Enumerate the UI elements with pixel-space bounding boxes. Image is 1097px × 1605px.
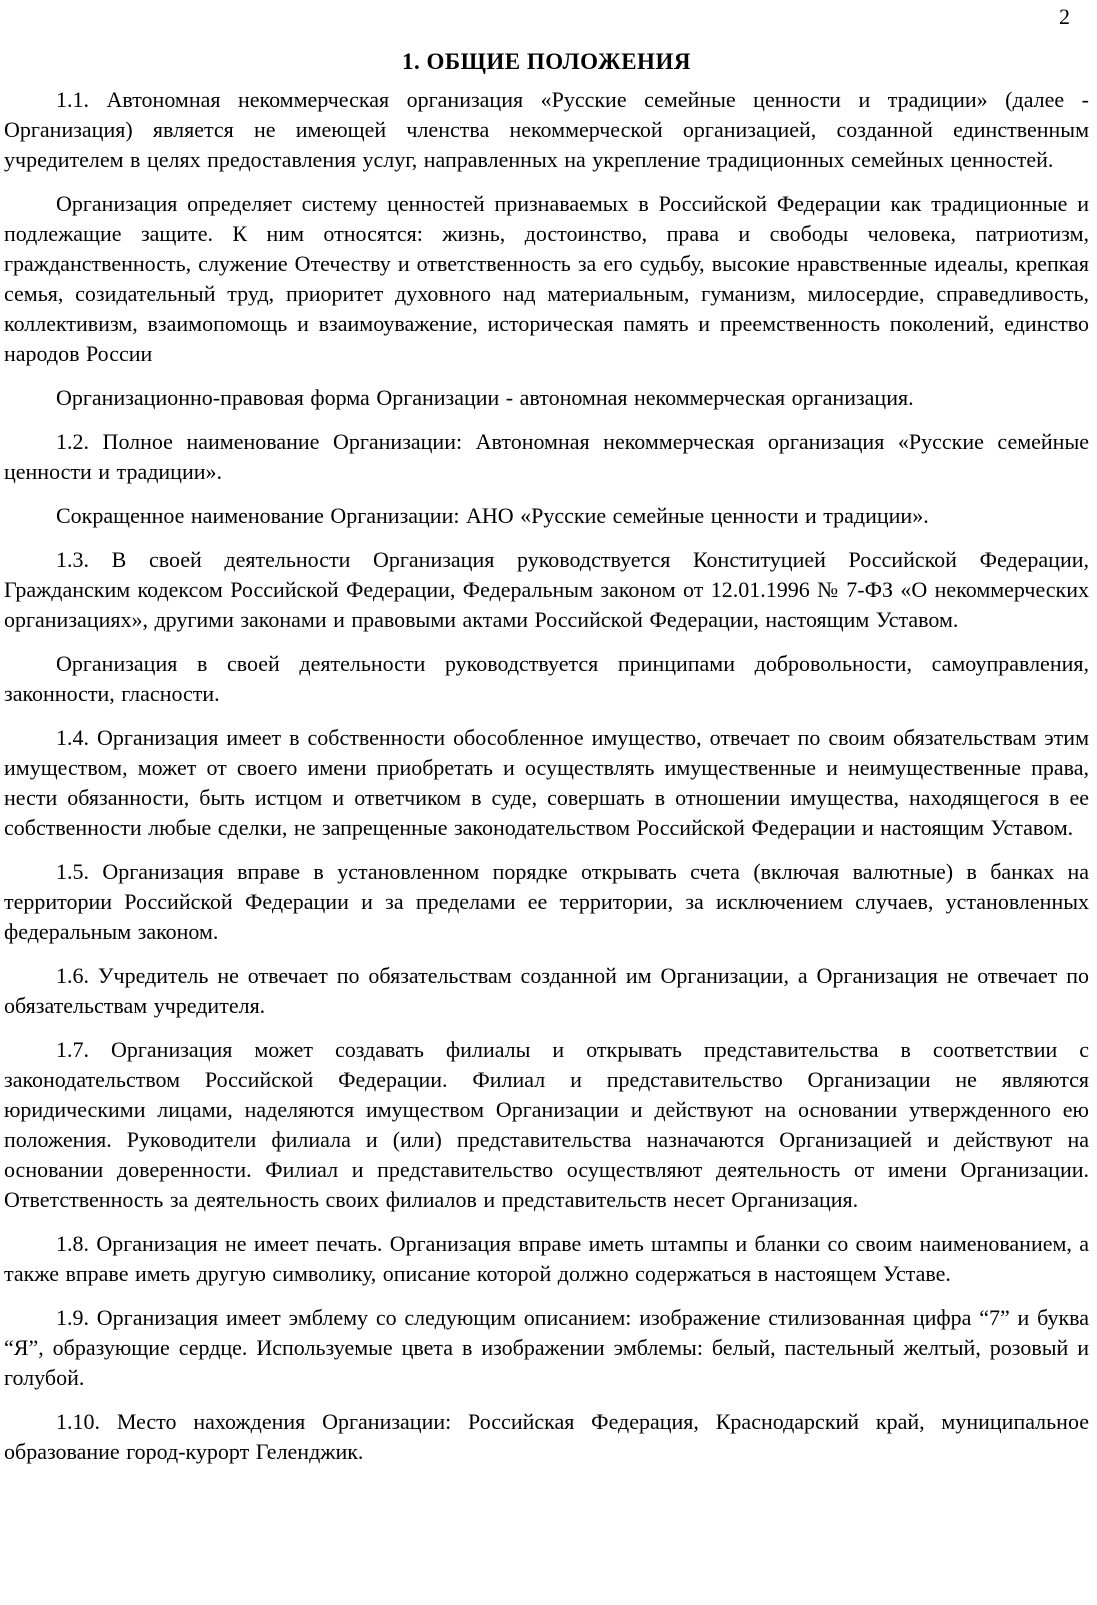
paragraph-short-name: Сокращенное наименование Организации: АНО «Русские семейные ценности и традиции». xyxy=(56,503,929,528)
clause-1-5: 1.5. Организация вправе в установленном порядке открывать счета (включая валютные) в банках на территории Российской Федерации и за пределами ее территории, за исключением случаев, установленных федеральным законом. xyxy=(4,859,1089,944)
paragraph-legal-form: Организационно-правовая форма Организации - автономная некоммерческая организация. xyxy=(56,385,914,410)
paragraph-principles: Организация в своей деятельности руководствуется принципами добровольности, самоуправления, законности, гласности. xyxy=(4,651,1089,706)
section-title: 1. ОБЩИЕ ПОЛОЖЕНИЯ xyxy=(402,49,691,74)
clause-1-10: 1.10. Место нахождения Организации: Российская Федерация, Краснодарский край, муниципальное образование город-курорт Геленджик. xyxy=(4,1409,1089,1464)
clause-1-8: 1.8. Организация не имеет печать. Организация вправе иметь штампы и бланки со своим наименованием, а также вправе иметь другую символику, описание которой должно содержаться в настоящем Уставе. xyxy=(4,1231,1089,1286)
page-number: 2 xyxy=(1059,4,1070,29)
clause-1-7: 1.7. Организация может создавать филиалы и открывать представительства в соответствии с законодательством Российской Федерации. Филиал и представительство Организации не являются юридическими лицами, наделяются имуществом Организации и действуют на основании утвержденного ею положения. Руководители филиала и (или) представительства назначаются Организацией и действуют на основании доверенности. Филиал и представительство осуществляют деятельность от имени Организации. Ответственность за деятельность своих филиалов и представительств несет Организация. xyxy=(4,1037,1089,1212)
clause-1-3: 1.3. В своей деятельности Организация руководствуется Конституцией Российской Федерации, Гражданским кодексом Российской Федерации, Федеральным законом от 12.01.1996 № 7-ФЗ «О некоммерческих организациях», другими законами и правовыми актами Российской Федерации, настоящим Уставом. xyxy=(4,547,1089,632)
clause-1-4: 1.4. Организация имеет в собственности обособленное имущество, отвечает по своим обязательствам этим имуществом, может от своего имени приобретать и осуществлять имущественные и неимущественные права, нести обязанности, быть истцом и ответчиком в суде, совершать в отношении имущества, находящегося в ее собственности любые сделки, не запрещенные законодательством Российской Федерации и настоящим Уставом. xyxy=(4,725,1089,840)
clause-1-1: 1.1. Автономная некоммерческая организация «Русские семейные ценности и традиции» (далее - Организация) является не имеющей членства некоммерческой организацией, созданной единственным учредителем в целях предоставления услуг, направленных на укрепление традиционных семейных ценностей. xyxy=(4,87,1089,172)
paragraph-values-list: Организация определяет систему ценностей признаваемых в Российской Федерации как традиционные и подлежащие защите. К ним относятся: жизнь, достоинство, права и свободы человека, патриотизм, гражданственность, служение Отечеству и ответственность за его судьбу, высокие нравственные идеалы, крепкая семья, созидательный труд, приоритет духовного над материальным, гуманизм, милосердие, справедливость, коллективизм, взаимопомощь и взаимоуважение, историческая память и преемственность поколений, единство народов России xyxy=(4,191,1089,366)
clause-1-2: 1.2. Полное наименование Организации: Автономная некоммерческая организация «Русские семейные ценности и традиции». xyxy=(4,429,1089,484)
clause-1-9: 1.9. Организация имеет эмблему со следующим описанием: изображение стилизованная цифра “7” и буква “Я”, образующие сердце. Используемые цвета в изображении эмблемы: белый, пастельный желтый, розовый и голубой. xyxy=(4,1305,1089,1390)
clause-1-6: 1.6. Учредитель не отвечает по обязательствам созданной им Организации, а Организация не отвечает по обязательствам учредителя. xyxy=(4,963,1089,1018)
document-body xyxy=(4,85,1089,1467)
